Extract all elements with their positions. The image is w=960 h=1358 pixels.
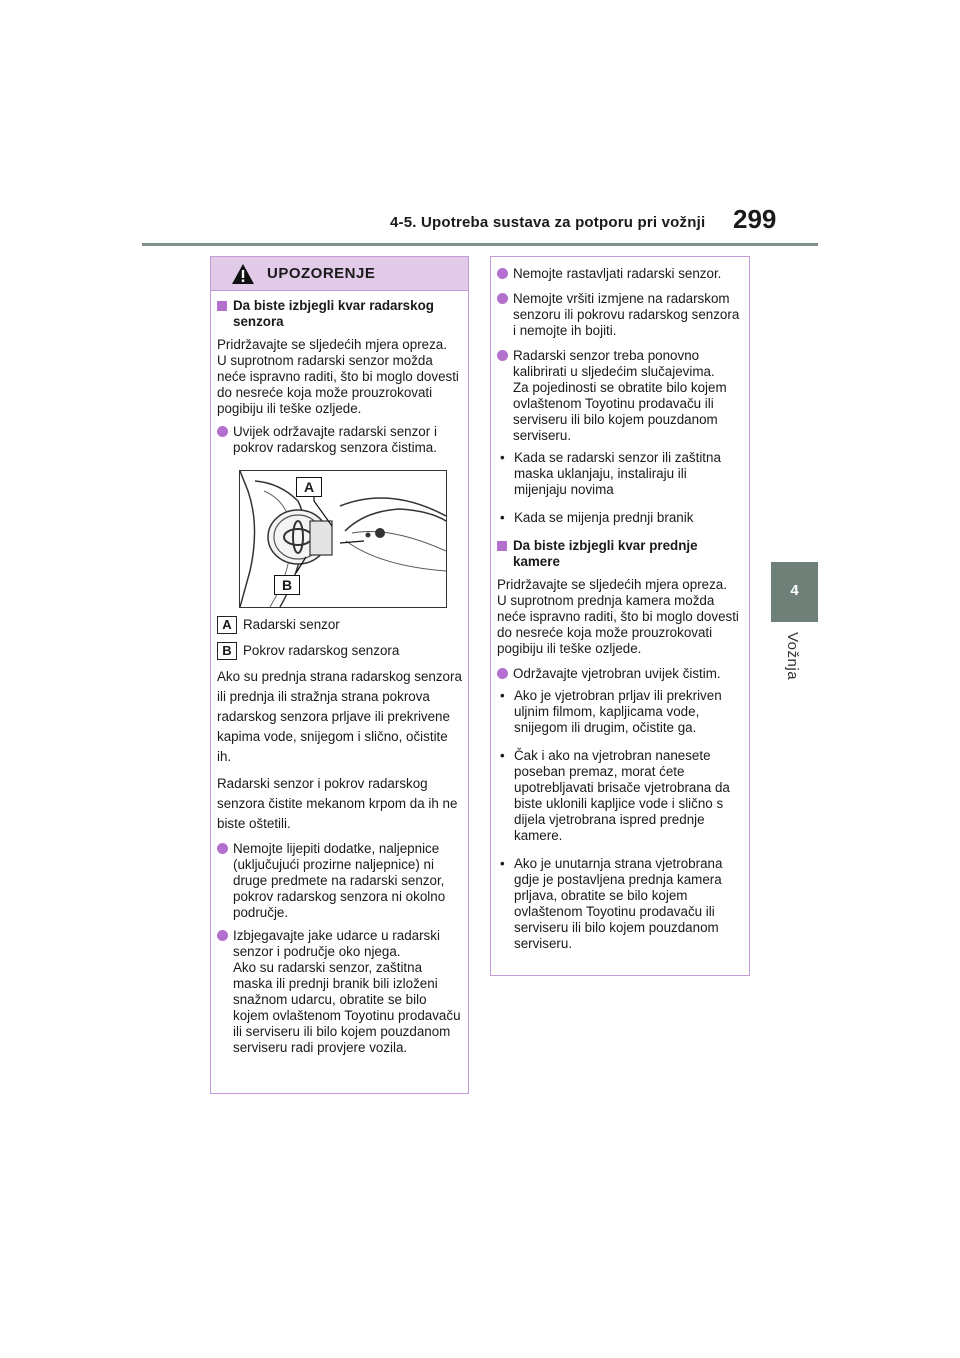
bullet-item: • Čak i ako na vjetrobran nanesete poseban premaz, morat ćete upotrebljavati brisače vjetrobrana da biste uklonili kapljice vode i slično s dijela vjetrobrana ispred prednje kamere. bbox=[500, 748, 730, 843]
square-bullet-icon bbox=[497, 541, 507, 551]
paragraph: Ako su prednja strana radarskog senzora ili prednja ili stražnja strana pokrova radarskog senzora prljave ili prekrivene kapima vode, snijegom i slično, očistite ih. bbox=[217, 669, 462, 764]
bullet-item: • Ako je vjetrobran prljav ili prekriven uljnim filmom, kapljicama vode, snijegom ili drugim, očistite ga. bbox=[500, 688, 722, 735]
list-item: Nemojte lijepiti dodatke, naljepnice (uključujući prozirne naljepnice) ni druge predmete na radarski senzor, pokrov radarskog senzora ni okolno područje. bbox=[217, 841, 462, 921]
square-bullet-icon bbox=[217, 301, 227, 311]
list-item: Izbjegavajte jake udarce u radarski senzor i područje oko njega. Ako su radarski senzor, zaštitna maska ili prednji branik bili izloženi snažnom udarcu, obratite se bilo kojem ovlaštenom Toyotinu prodavaču ili serviseru ili bilo kojem pouzdanom serviseru radi provjere vozila. bbox=[217, 928, 462, 1056]
bullet-item: • Kada se mijenja prednji branik bbox=[500, 510, 694, 525]
intro-text: Pridržavajte se sljedećih mjera opreza. U suprotnom radarski senzor možda neće ispravno raditi, što bi moglo dovesti do nesreće koja može prouzrokovati pogibiju ili teške ozljede. bbox=[217, 337, 459, 416]
bullet-item: • Kada se radarski senzor ili zaštitna maska uklanjaju, instaliraju ili mijenjaju novima bbox=[500, 450, 721, 497]
legend-item-a: A Radarski senzor bbox=[217, 616, 462, 634]
warning-box-left bbox=[210, 256, 469, 1094]
circle-bullet-icon bbox=[497, 293, 508, 304]
figure-callout-b: B bbox=[274, 575, 300, 595]
figure-callout-a: A bbox=[296, 477, 322, 497]
paragraph: Radarski senzor i pokrov radarskog senzora čistite mekanom krpom da ih ne biste oštetili. bbox=[217, 776, 458, 831]
radar-sensor-illustration bbox=[239, 470, 447, 608]
circle-bullet-icon bbox=[497, 268, 508, 279]
page-header bbox=[0, 0, 960, 250]
section-heading: Da biste izbjegli kvar radarskog senzora bbox=[217, 298, 462, 330]
intro-text: Pridržavajte se sljedećih mjera opreza. U suprotnom prednja kamera možda neće ispravno raditi, što bi moglo dovesti do nesreće koja može prouzrokovati pogibiju ili teške ozljede. bbox=[497, 577, 739, 656]
bullet-item: • Ako je unutarnja strana vjetrobrana gdje je postavljena prednja kamera prljava, obratite se bilo kojem ovlaštenom Toyotinu prodavaču ili serviseru ili bilo kojem pouzdanom serviseru. bbox=[500, 856, 723, 951]
section-heading: Da biste izbjegli kvar prednje kamere bbox=[497, 538, 743, 570]
circle-bullet-icon bbox=[217, 843, 228, 854]
legend-item-b: B Pokrov radarskog senzora bbox=[217, 642, 462, 660]
legend-letter-b: B bbox=[217, 642, 237, 660]
page-number: 299 bbox=[733, 204, 777, 234]
list-item: Uvijek održavajte radarski senzor i pokrov radarskog senzora čistima. bbox=[217, 424, 462, 456]
warning-title: UPOZORENJE bbox=[267, 265, 376, 282]
warning-box-right bbox=[490, 256, 750, 976]
list-item: Nemojte vršiti izmjene na radarskom senzoru ili pokrovu radarskog senzora i nemojte ih bojiti. bbox=[497, 291, 743, 339]
legend-letter-a: A bbox=[217, 616, 237, 634]
list-item: Nemojte rastavljati radarski senzor. bbox=[497, 266, 743, 282]
header-rule bbox=[142, 243, 818, 246]
section-title: 4-5. Upotreba sustava za potporu pri vožnji bbox=[390, 214, 706, 231]
list-item: Radarski senzor treba ponovno kalibrirati u sljedećim slučajevima. Za pojedinosti se obratite bilo kojem ovlaštenom Toyotinu prodavaču ili serviseru ili bilo kojem pouzdanom serviseru. bbox=[497, 348, 743, 444]
chapter-label: Vožnja bbox=[784, 632, 801, 681]
car-front-drawing bbox=[240, 471, 446, 607]
circle-bullet-icon bbox=[217, 426, 228, 437]
warning-triangle-icon bbox=[231, 263, 255, 285]
circle-bullet-icon bbox=[217, 930, 228, 941]
circle-bullet-icon bbox=[497, 668, 508, 679]
circle-bullet-icon bbox=[497, 350, 508, 361]
chapter-number: 4 bbox=[790, 582, 799, 599]
list-item: Održavajte vjetrobran uvijek čistim. bbox=[497, 666, 743, 682]
warning-header bbox=[211, 257, 468, 291]
chapter-tab bbox=[771, 562, 818, 622]
